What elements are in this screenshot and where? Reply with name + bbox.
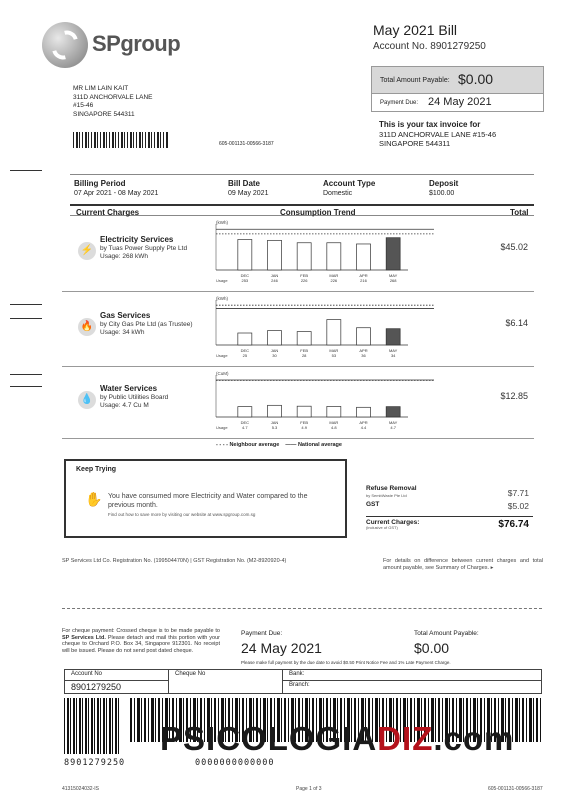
tax-address-line: 311D ANCHORVALE LANE #15-46 — [379, 130, 497, 139]
service-details — [100, 394, 168, 410]
reference-number: 605-001131-00566-3187 — [219, 141, 274, 147]
chart-unit: (kWh) — [216, 296, 228, 301]
chart-value-label: 53 — [331, 353, 337, 358]
chart-bar — [268, 240, 282, 270]
service-total: $45.02 — [500, 242, 528, 252]
chart-bar — [297, 332, 311, 345]
current-charges-row: Current Charges: (inclusive of GST) $76.74 — [366, 516, 533, 534]
fold-mark — [10, 318, 42, 319]
chart-bar — [386, 407, 400, 417]
chart-month-label: MAR — [329, 348, 339, 353]
chart-month-label: MAY — [388, 273, 398, 278]
chart-value-label: 5.3 — [271, 425, 278, 430]
branch-cell[interactable]: Branch: — [283, 681, 542, 694]
cheque-no-cell[interactable]: Cheque No — [169, 670, 283, 694]
chart-value-label: 253 — [241, 278, 249, 283]
current-charges-header: Current Charges — [76, 208, 140, 217]
payment-due-box — [371, 94, 544, 112]
barcode-number-left: 8901279250 — [64, 758, 126, 768]
chart-value-label: 4.9 — [301, 425, 307, 430]
chart-month-label: JAN — [270, 273, 279, 278]
registration-info: SP Services Ltd Co. Registration No. (199504470N) | GST Registration No. (M2-8920920-4) — [62, 558, 287, 564]
bank-details-table — [64, 669, 542, 694]
fold-mark — [10, 374, 42, 375]
slip-total-label: Total Amount Payable: — [414, 630, 479, 637]
tax-invoice-title: This is your tax invoice for — [379, 120, 481, 129]
service-row — [62, 292, 534, 367]
service-provider: by Tuas Power Supply Pte Ltd — [100, 245, 188, 252]
chart-value-label: 34 — [390, 353, 396, 358]
bill-date: Bill Date 09 May 2021 — [228, 179, 269, 197]
customer-address-line: 311D ANCHORVALE LANE — [73, 93, 153, 101]
service-details — [100, 321, 192, 337]
chart-month-label: MAR — [329, 420, 339, 425]
keep-trying-title: Keep Trying — [76, 466, 117, 473]
customer-address-line: SINGAPORE 544311 — [73, 110, 135, 118]
legend-national: National average — [297, 442, 342, 448]
gst-row: GST $5.02 — [366, 501, 529, 511]
chart-month-label: JAN — [270, 348, 279, 353]
consumption-chart — [214, 369, 434, 435]
chart-month-label: FEB — [300, 420, 309, 425]
chart-bar — [357, 244, 371, 270]
payment-due-value: 24 May 2021 — [428, 96, 492, 108]
chart-month-label: APR — [359, 348, 368, 353]
usage-row-label: Usage — [216, 278, 228, 283]
chart-month-label: MAY — [388, 420, 398, 425]
chart-bar — [357, 407, 371, 417]
footer-ref: 605-001131-00566-3187 — [488, 786, 543, 792]
summary-note: For details on difference between current charges and total amount payable, see Summary of Charges. ▸ — [383, 558, 543, 571]
chart-bar — [297, 243, 311, 270]
deposit: Deposit $100.00 — [429, 179, 459, 197]
chart-month-label: DEC — [240, 420, 250, 425]
account-no-value: 8901279250 — [65, 681, 169, 694]
service-details — [100, 245, 187, 261]
account-number: Account No. 8901279250 — [373, 41, 486, 52]
billing-info-row — [70, 174, 534, 203]
service-name: Water Services — [100, 384, 158, 393]
slip-total-value: $0.00 — [414, 640, 450, 656]
chart-month-label: APR — [359, 273, 368, 278]
chart-legend: - - - - Neighbour average —— National average — [216, 442, 342, 448]
chart-month-label: APR — [359, 420, 368, 425]
chart-month-label: DEC — [240, 348, 250, 353]
chart-bar — [327, 406, 341, 417]
chart-bar — [297, 406, 311, 417]
refuse-removal-row: Refuse Removal by SembWaste Pte Ltd $7.71 — [366, 485, 529, 498]
service-row — [62, 367, 534, 439]
chart-unit: (CuM) — [216, 371, 229, 376]
service-total: $6.14 — [505, 317, 528, 328]
chart-bar — [327, 243, 341, 270]
chart-value-label: 268 — [389, 278, 397, 283]
chart-month-label: JAN — [270, 420, 279, 425]
bill-title: May 2021 Bill — [373, 22, 458, 38]
slip-due-value: 24 May 2021 — [241, 640, 322, 656]
brand-name: SPgroup — [92, 31, 181, 56]
bank-cell[interactable]: Bank: — [283, 670, 542, 681]
lightning-icon: ⚡ — [78, 242, 96, 260]
slip-barcode-left — [64, 698, 120, 754]
keep-trying-text: You have consumed more Electricity and Water compared to the previous month. — [108, 493, 308, 509]
detach-line — [62, 608, 542, 609]
slip-due-label: Payment Due: — [241, 630, 283, 637]
tax-address-line: SINGAPORE 544311 — [379, 139, 451, 148]
keep-trying-link-text: Find out how to save more by visiting our website at www.spgroup.com.sg — [108, 512, 256, 517]
chart-value-label: 30 — [272, 353, 277, 358]
account-no-cell: Account No — [65, 670, 169, 681]
postal-barcode — [73, 132, 168, 148]
chart-unit: (kWh) — [216, 220, 228, 225]
footer-left: 41315024032-IS — [62, 786, 99, 792]
chart-value-label: 4.8 — [331, 425, 337, 430]
flame-icon: 🔥 — [78, 318, 96, 336]
chart-bar — [386, 238, 400, 270]
chart-bar — [238, 240, 252, 270]
chart-month-label: MAR — [329, 273, 339, 278]
chart-value-label: 4.7 — [390, 425, 396, 430]
fold-mark — [10, 304, 42, 305]
service-usage: Usage: 4.7 Cu M — [100, 402, 149, 409]
legend-neighbour: Neighbour average — [229, 442, 280, 448]
total-amount-label: Total Amount Payable: — [380, 77, 450, 84]
chart-value-label: 246 — [271, 278, 278, 283]
total-amount-box — [371, 66, 544, 94]
service-provider: by Public Utilities Board — [100, 394, 169, 401]
chart-month-label: FEB — [300, 348, 309, 353]
keep-trying-box — [64, 459, 347, 538]
chart-value-label: 36 — [361, 353, 366, 358]
chart-bar — [238, 333, 252, 345]
chart-value-label: 226 — [300, 278, 308, 283]
chart-month-label: MAY — [388, 348, 398, 353]
total-header: Total — [510, 208, 529, 217]
billing-period: Billing Period 07 Apr 2021 - 08 May 2021 — [74, 179, 159, 197]
customer-address — [73, 85, 152, 119]
hand-leaf-icon: ✋ — [85, 491, 103, 507]
barcode-number-right: 0000000000000 — [195, 758, 275, 768]
fold-mark — [10, 170, 42, 171]
service-total: $12.85 — [500, 391, 528, 401]
cheque-instructions: For cheque payment: Crossed cheque is to be made payable to SP Services Ltd. Please detach and mail this portion with your cheque to Orchard P.O. Box 34, Singapore 912301. No receipt will be issued. Please do not send post dated cheque. — [62, 628, 220, 654]
consumption-chart — [214, 218, 434, 288]
chart-bar — [357, 328, 371, 345]
consumption-chart — [214, 294, 434, 363]
fold-mark — [10, 386, 42, 387]
chart-value-label: 25 — [242, 353, 248, 358]
watermark: PSICOLOGIADIZ.com — [160, 720, 515, 757]
payment-due-label: Payment Due: — [380, 100, 419, 106]
chart-bar — [238, 407, 252, 417]
footer-page: Page 1 of 3 — [296, 786, 322, 792]
late-fee-note: Please make full payment by the due date to avoid $0.50 Print Notice Fee and 1% Late Payment Charge. — [241, 660, 451, 665]
tax-invoice-address — [379, 130, 496, 148]
service-name: Gas Services — [100, 310, 151, 320]
water-drop-icon: 💧 — [78, 391, 96, 409]
service-provider: by City Gas Pte Ltd (as Trustee) — [100, 320, 193, 328]
chart-value-label: 28 — [301, 353, 307, 358]
service-usage: Usage: 268 kWh — [100, 253, 149, 260]
chart-bar — [268, 405, 282, 417]
cheque-payee: SP Services Ltd. — [62, 634, 106, 641]
charges-summary — [366, 485, 533, 534]
chart-month-label: FEB — [300, 273, 309, 278]
service-row — [62, 216, 534, 292]
service-name: Electricity Services — [100, 235, 174, 244]
charges-header — [70, 204, 534, 216]
total-amount-value: $0.00 — [458, 71, 494, 87]
chart-value-label: 4.4 — [360, 425, 367, 430]
chart-value-label: 216 — [360, 278, 367, 283]
chart-value-label: 4.7 — [242, 425, 248, 430]
chart-bar — [268, 331, 282, 345]
service-usage: Usage: 34 kWh — [100, 328, 145, 336]
customer-address-line: #15-46 — [73, 102, 94, 109]
chart-value-label: 226 — [330, 278, 338, 283]
consumption-trend-header: Consumption Trend — [280, 208, 356, 217]
customer-name: MR LIM LAIN KAIT — [73, 85, 129, 92]
chart-bar — [327, 320, 341, 345]
account-type: Account Type Domestic — [323, 179, 376, 197]
chart-month-label: DEC — [240, 273, 250, 278]
chart-bar — [386, 329, 400, 345]
usage-row-label: Usage — [216, 353, 228, 358]
usage-row-label: Usage — [216, 425, 228, 430]
